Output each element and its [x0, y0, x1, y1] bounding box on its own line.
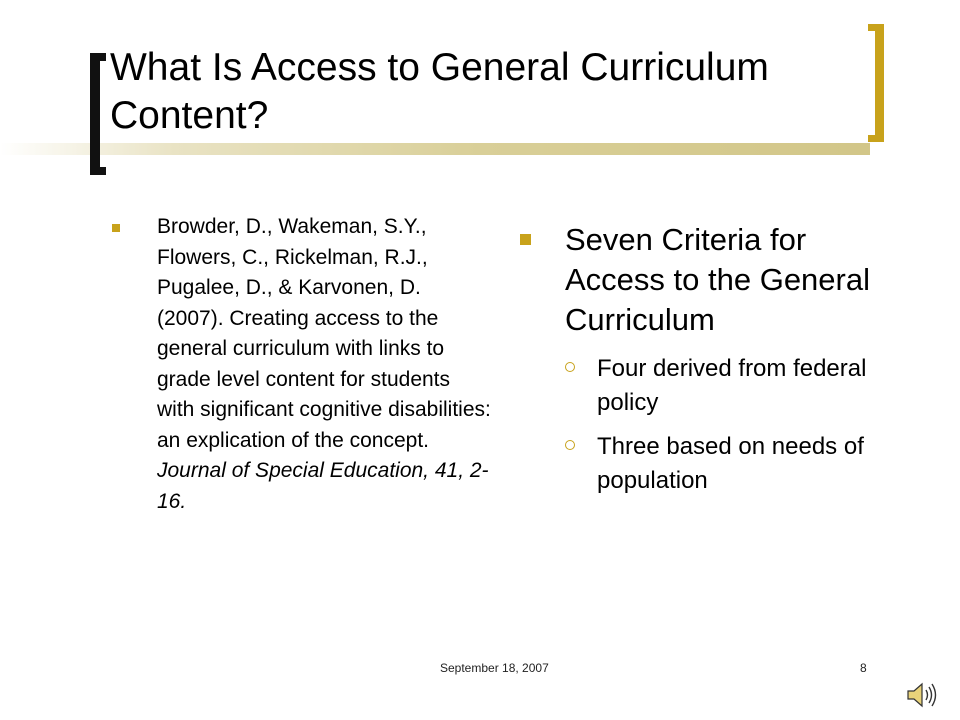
square-bullet-icon [520, 234, 531, 245]
citation-text [157, 212, 492, 517]
right-bracket-decoration [868, 24, 884, 142]
ring-bullet-icon [565, 362, 575, 372]
footer-date: September 18, 2007 [440, 661, 549, 675]
square-bullet-icon [112, 224, 120, 232]
main-point-text: Seven Criteria for Access to the General Curriculum [565, 222, 870, 337]
sub-bullet-item [565, 352, 900, 420]
ring-bullet-icon [565, 440, 575, 450]
title-rule [0, 143, 870, 155]
sub-bullet-list [520, 352, 900, 498]
left-column [112, 212, 492, 517]
right-column [520, 220, 900, 508]
citation-journal: Journal of Special Education, 41, 2-16. [157, 459, 489, 513]
footer-page-number: 8 [860, 661, 867, 675]
sub-point-federal-policy: Four derived from federal policy [597, 355, 867, 416]
citation-plain: Browder, D., Wakeman, S.Y., Flowers, C., Rickelman, R.J., Pugalee, D., & Karvonen, D. (2007). Creating access to the general curriculum with links to grade level content for students with significant cognitive disabilities: an explication of the concept. [157, 215, 491, 452]
citation-bullet-item [112, 212, 492, 517]
sub-point-population-needs: Three based on needs of population [597, 433, 864, 494]
slide-title: What Is Access to General Curriculum Content? [110, 46, 769, 137]
speaker-icon[interactable] [906, 680, 942, 710]
left-bracket-decoration [90, 53, 106, 175]
main-bullet-item [520, 220, 900, 340]
sub-bullet-item [565, 430, 900, 498]
